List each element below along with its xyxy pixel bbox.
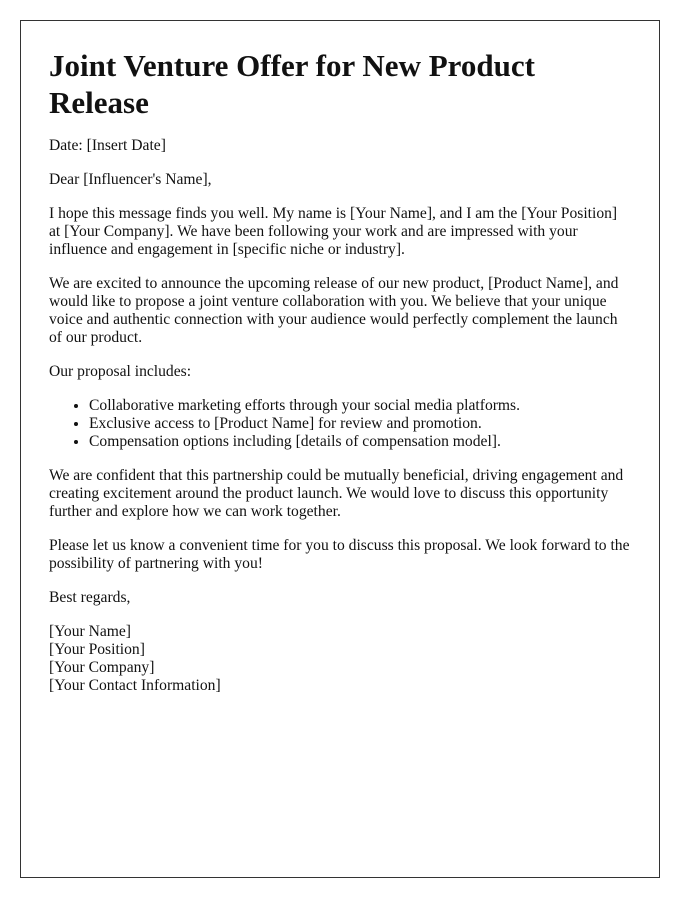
date-line: Date: [Insert Date] — [49, 137, 166, 154]
proposal-item: • Compensation options including [details of compensation model]. — [89, 433, 631, 451]
signature-company: [Your Company] — [49, 659, 155, 676]
letter-title: Joint Venture Offer for New Product Release — [49, 48, 535, 120]
proposal-item: • Exclusive access to [Product Name] for review and promotion. — [89, 415, 631, 433]
paragraph-confidence: We are confident that this partnership could be mutually beneficial, driving engagement and creating excitement around the product launch. We would love to discuss this opportunity further and explore how we can work together. — [49, 467, 624, 520]
letter-page — [20, 20, 660, 878]
paragraph-announcement: We are excited to announce the upcoming release of our new product, [Product Name], and would like to propose a joint venture collaboration with you. We believe that your unique voice and authentic connection with your audience would perfectly complement the launch of our product. — [49, 275, 619, 346]
paragraph-closing: Please let us know a convenient time for you to discuss this proposal. We look forward to the possibility of partnering with you! — [49, 537, 630, 572]
paragraph-intro: I hope this message finds you well. My name is [Your Name], and I am the [Your Position] at [Your Company]. We have been following your work and are impressed with your influence and engagement in [specific niche or industry]. — [49, 205, 618, 258]
sign-off: Best regards, — [49, 589, 131, 606]
proposal-item: • Collaborative marketing efforts through your social media platforms. — [89, 397, 631, 415]
letter-content — [21, 21, 659, 695]
signature-contact: [Your Contact Information] — [49, 677, 221, 694]
proposal-heading: Our proposal includes: — [49, 363, 192, 380]
signature-block — [49, 623, 631, 695]
greeting: Dear [Influencer's Name], — [49, 171, 212, 188]
proposal-list — [49, 397, 631, 451]
signature-name: [Your Name] — [49, 623, 132, 640]
signature-position: [Your Position] — [49, 641, 145, 658]
